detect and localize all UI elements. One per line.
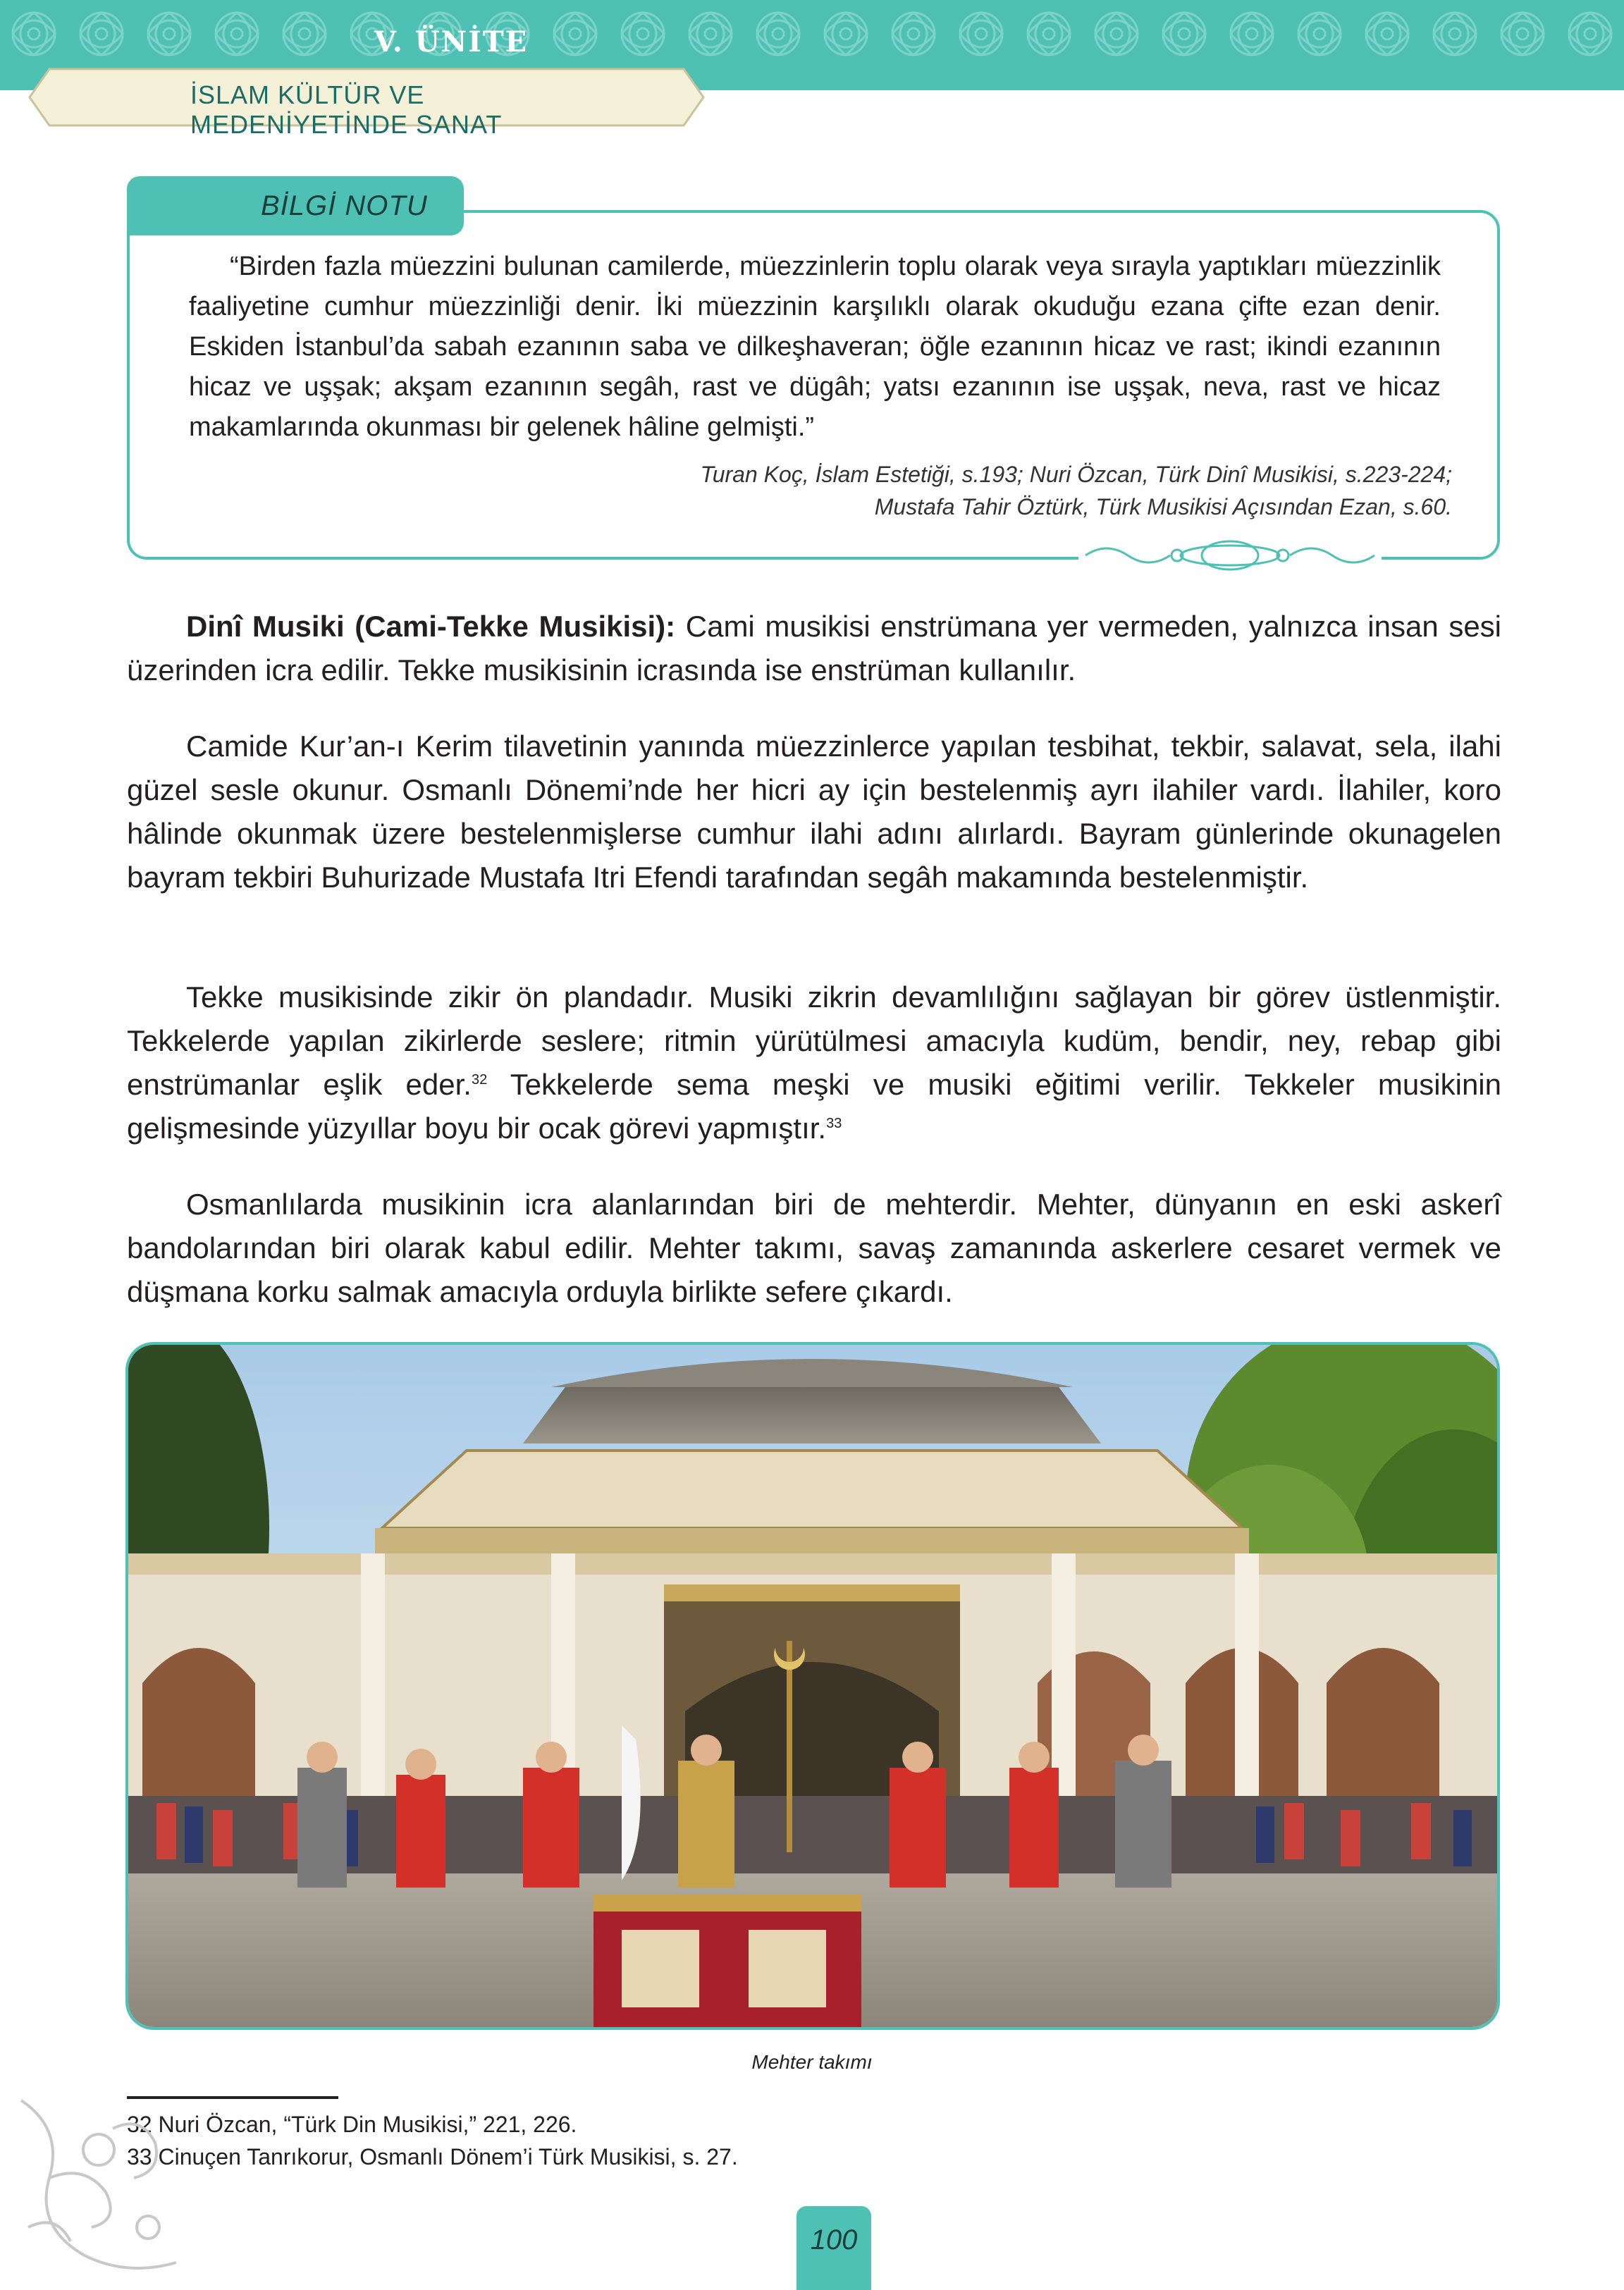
unit-title: V. ÜNİTE — [374, 25, 529, 59]
source-line-2: Mustafa Tahir Öztürk, Türk Musikisi Açısından Ezan, s.60. — [874, 494, 1452, 519]
paragraph-tekke-music — [127, 975, 1501, 1150]
footnote-ref-33[interactable]: 33 — [826, 1116, 842, 1131]
mehter-photo-illustration — [128, 1345, 1497, 2027]
info-note-label: BİLGİ NOTU — [261, 190, 428, 221]
paragraph-mehter: Osmanlılarda musikinin icra alanlarından biri de mehterdir. Mehter, dünyanın en eski askerî bandolarından biri olarak kabul edilir. Mehter takımı, savaş zamanında askerlere cesaret vermek ve düşmana korku salmak amacıyla orduyla birlikte sefere çıkardı. — [127, 1188, 1501, 1308]
floral-ornament-icon — [7, 2086, 197, 2290]
footnote-32: 32 Nuri Özcan, “Türk Din Musikisi,” 221, 226. — [127, 2112, 577, 2137]
page-number: 100 — [810, 2224, 858, 2255]
paragraph-text: Tekke musikisinde zikir ön plandadır. Musiki zikrin devamlılığını sağlayan bir görev üstlenmiştir. Tekkelerde yapılan zikirlerde seslere; ritmin yürütülmesi amacıyla kudüm, bendir, ney, rebap gibi enstrümanlar eşlik eder. — [127, 980, 1501, 1101]
mehter-photo — [125, 1342, 1500, 2030]
paragraph-mosque-music: Camide Kur’an-ı Kerim tilavetinin yanında müezzinlerce yapılan tesbihat, tekbir, salavat, sela, ilahi güzel sesle okunur. Osmanlı Dönemi’nde her hicri ay için bestelenmiş ayrı ilahiler vardı. İlahiler, koro hâlinde okunmak üzere bestelenmişlerse cumhur ilahi adını alırlardı. Bayram günlerinde okunagelen bayram tekbiri Buhurizade Mustafa Itri Efendi tarafından segâh makamında bestelenmiştir. — [127, 730, 1501, 894]
paragraph-religious-music — [127, 605, 1501, 692]
paragraph-text: Cami musikisi enstrümana yer vermeden, yalnızca insan sesi üzerinden icra edilir. Tekke musikisinin icrasında ise enstrüman kullanılır. — [127, 610, 1502, 687]
paragraph-lead: Dinî Musiki (Cami-Tekke Musikisi): — [186, 610, 676, 643]
section-subtitle: İSLAM KÜLTÜR VE MEDENİYETİNDE SANAT — [190, 80, 503, 139]
footnote-ref-32[interactable]: 32 — [471, 1072, 488, 1088]
info-note-text: “Birden fazla müezzini bulunan camilerde, müezzinlerin toplu olarak veya sırayla yaptıkları müezzinlik faaliyetine cumhur müezzinliği denir. İki müezzinin karşılıklı olarak okuduğu ezana çifte ezan denir. Eskiden İstanbul’da sabah ezanının saba ve dilkeşhaveran; öğle ezanının hicaz ve rast; ikindi ezanının hicaz ve uşşak; akşam ezanının segâh, rast ve dügâh; yatsı ezanının ise uşşak, neva, rast ve hicaz makamlarında okunması bir gelenek hâline gelmişti.” — [189, 252, 1441, 442]
photo-caption: Mehter takımı — [751, 2051, 873, 2073]
footnote-33: 33 Cinuçen Tanrıkorur, Osmanlı Dönem’i Türk Musikisi, s. 27. — [127, 2144, 738, 2169]
paragraph-text: Tekkelerde sema meşki ve musiki eğitimi verilir. Tekkeler musikinin gelişmesinde yüzyıllar boyu bir ocak görevi yapmıştır. — [127, 1068, 1501, 1145]
scroll-ornament-icon — [1078, 537, 1382, 574]
source-line-1: Turan Koç, İslam Estetiği, s.193; Nuri Özcan, Türk Dinî Musikisi, s.223-224; — [700, 462, 1452, 487]
info-note-source — [634, 458, 1452, 523]
